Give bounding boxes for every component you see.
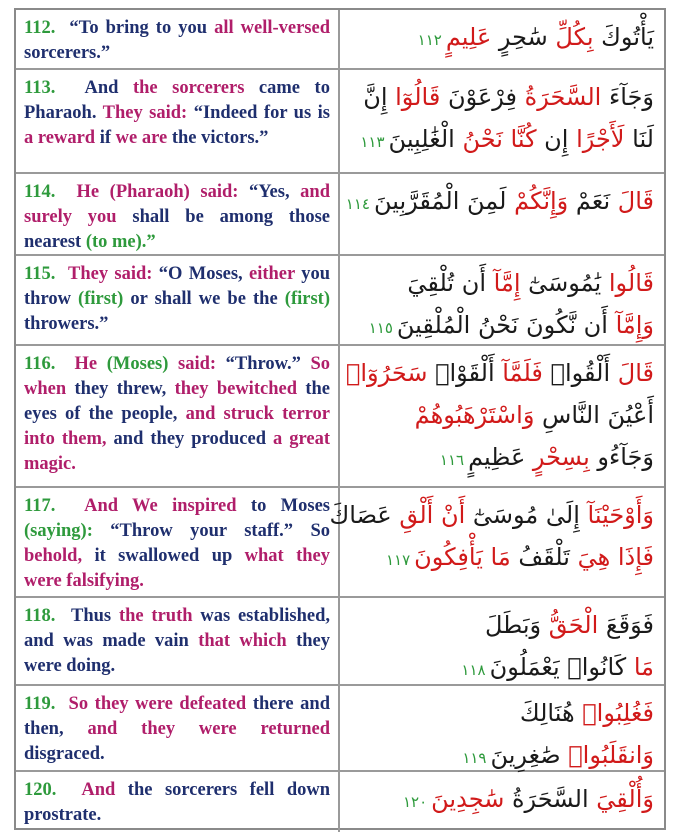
arabic-segment: تَلْقَفُ xyxy=(510,543,578,571)
arabic-segment: يَأْتُوكَ xyxy=(593,23,654,51)
translation-segment: and they produced xyxy=(106,429,273,449)
arabic-line xyxy=(345,180,654,225)
verse-number: 116. xyxy=(24,354,56,374)
translation-segment: what they were falsifying. xyxy=(24,546,330,591)
verse-row xyxy=(16,598,664,686)
translation-segment: it swallowed up xyxy=(82,546,245,566)
arabic-line xyxy=(329,494,654,536)
arabic-segment: أَن تُلْقِيَ xyxy=(407,269,494,297)
translation-segment: all well-versed xyxy=(214,18,331,38)
arabic-segment: الْحَقُّ xyxy=(548,611,599,639)
verse-end-marker: ١٢٠ xyxy=(402,793,428,811)
arabic-segment: فَغُلِبُوا۟ xyxy=(582,699,654,727)
arabic-segment: نَعَمْ xyxy=(568,187,618,215)
arabic-segment: سَٰحِرٍ xyxy=(491,23,556,51)
arabic-line xyxy=(352,304,654,349)
english-translation xyxy=(16,346,340,486)
arabic-segment: كُنَّا نَحْنُ xyxy=(462,125,537,153)
arabic-segment: بِسِحْرٍ xyxy=(532,443,590,471)
verse-row xyxy=(16,772,664,832)
translation-segment: throwers.” xyxy=(24,314,109,334)
translation-segment: So they were defeated xyxy=(68,694,247,714)
arabic-segment: وَبَطَلَ xyxy=(484,611,549,639)
arabic-segment: إِن xyxy=(536,125,577,153)
translation-segment: a great magic. xyxy=(24,429,330,474)
arabic-segment: لَأَجْرًا xyxy=(576,125,625,153)
verse-end-marker: ١١٣ xyxy=(360,133,385,151)
arabic-segment: هُنَالِكَ xyxy=(519,699,583,727)
arabic-segment: عَصَاكَ xyxy=(329,501,400,529)
translation-segment: they were doing. xyxy=(24,631,330,676)
arabic-segment: يَٰمُوسَىٰٓ xyxy=(520,269,609,297)
arabic-verse xyxy=(342,598,664,684)
translation-segment: or shall we be the xyxy=(123,289,285,309)
arabic-segment: صَٰغِرِينَ xyxy=(490,741,569,769)
verse-end-marker: ١١٢ xyxy=(417,31,442,49)
arabic-segment: لَنَا xyxy=(624,125,654,153)
arabic-line xyxy=(352,778,654,823)
translation-segment: to Moses xyxy=(236,496,331,516)
translation-segment: either xyxy=(249,264,295,284)
translation-segment: And xyxy=(84,78,133,98)
translation-segment: So when xyxy=(24,354,330,399)
translation-segment: said: xyxy=(168,354,217,374)
translation-segment: the sorcerers xyxy=(132,78,245,98)
verse-end-marker: ١١٧ xyxy=(385,551,411,569)
arabic-line xyxy=(352,262,654,304)
arabic-segment: فَإِذَا هِيَ xyxy=(577,543,654,571)
english-translation xyxy=(16,488,340,596)
arabic-segment: أَلْقَوْا۟ xyxy=(427,359,503,387)
translation-segment: a reward xyxy=(24,128,96,148)
verse-number: 120. xyxy=(24,780,57,800)
arabic-verse xyxy=(342,70,664,172)
verse-number: 114. xyxy=(24,182,56,202)
verse-end-marker: ١١٥ xyxy=(368,319,393,337)
arabic-verse xyxy=(342,772,664,832)
arabic-line xyxy=(352,692,654,734)
arabic-line xyxy=(352,76,654,118)
arabic-segment: إِمَّآ xyxy=(493,269,521,297)
arabic-segment: مَا يَأْفِكُونَ xyxy=(414,543,511,571)
arabic-segment: أَن نَّكُونَ نَحْنُ الْمُلْقِينَ xyxy=(396,311,616,339)
translation-segment: “To bring to you xyxy=(69,18,215,38)
verse-row xyxy=(16,10,664,70)
arabic-segment: فِرْعَوْنَ xyxy=(440,83,525,111)
translation-segment: the eyes of the people, xyxy=(24,379,330,424)
arabic-segment: سَٰجِدِينَ xyxy=(431,785,505,813)
translation-segment: shall be among those nearest xyxy=(24,207,330,252)
translation-segment: you throw xyxy=(24,264,330,309)
arabic-segment: فَوَقَعَ xyxy=(598,611,654,639)
verse-number: 118. xyxy=(24,606,56,626)
translation-segment: And We inspired xyxy=(84,496,237,516)
english-translation xyxy=(16,686,340,770)
arabic-segment: وَانقَلَبُوا۟ xyxy=(568,741,654,769)
translation-segment: “Indeed for us is xyxy=(187,103,330,123)
arabic-segment: إِلَىٰ مُوسَىٰٓ xyxy=(465,501,588,529)
translation-segment: (Moses) xyxy=(106,354,169,374)
arabic-segment: قَالَ xyxy=(617,187,654,215)
arabic-line xyxy=(352,118,654,163)
arabic-segment: سَحَرُوٓا۟ xyxy=(345,359,428,387)
english-translation xyxy=(16,772,340,832)
arabic-segment: بِكُلِّ xyxy=(555,23,594,51)
arabic-segment: وَجَآءَ xyxy=(601,83,654,111)
arabic-segment: فَلَمَّآ xyxy=(502,359,543,387)
verse-row xyxy=(16,488,664,598)
english-translation xyxy=(16,598,340,684)
arabic-segment: مَا xyxy=(633,653,654,681)
arabic-segment: الْغَٰلِبِينَ xyxy=(388,125,463,153)
verse-number: 112. xyxy=(24,18,56,38)
arabic-line xyxy=(352,646,654,691)
arabic-segment: أَلْقُوا۟ xyxy=(542,359,618,387)
translation-segment: that which xyxy=(198,631,287,651)
arabic-segment: عَظِيمٍ xyxy=(468,443,533,471)
translation-segment: if xyxy=(95,128,116,148)
arabic-line xyxy=(352,16,654,61)
translation-segment: (first) xyxy=(284,289,330,309)
translation-segment: And xyxy=(81,780,116,800)
verse-end-marker: ١١٩ xyxy=(462,749,487,767)
translation-segment: “O Moses, xyxy=(152,264,249,284)
verse-number: 117. xyxy=(24,496,56,516)
arabic-line xyxy=(352,604,654,646)
arabic-verse xyxy=(342,174,664,254)
translation-segment: and they were returned xyxy=(87,719,331,739)
translation-segment: They said: xyxy=(102,103,188,123)
arabic-segment: وَإِنَّكُمْ xyxy=(514,187,569,215)
arabic-line xyxy=(345,352,654,394)
translation-segment: (first) xyxy=(78,289,124,309)
translation-segment: came to Pharaoh. xyxy=(24,78,330,123)
verse-table xyxy=(14,8,666,830)
arabic-segment: وَأُلْقِيَ xyxy=(596,785,654,813)
translation-segment: they threw, xyxy=(66,379,175,399)
verse-row xyxy=(16,686,664,772)
verse-end-marker: ١١٨ xyxy=(461,661,486,679)
verse-number: 113. xyxy=(24,78,56,98)
arabic-verse xyxy=(342,686,664,770)
translation-segment: was established, and was made vain xyxy=(24,606,330,651)
translation-segment: (saying): xyxy=(24,521,93,541)
arabic-line xyxy=(352,394,654,436)
verse-number: 115. xyxy=(24,264,56,284)
translation-segment: He xyxy=(74,354,107,374)
arabic-segment: وَإِمَّآ xyxy=(615,311,654,339)
arabic-segment: قَالُوا xyxy=(608,269,654,297)
translation-segment: behold, xyxy=(24,546,83,566)
translation-segment: “Yes, xyxy=(238,182,301,202)
english-translation xyxy=(16,174,340,254)
arabic-segment: قَالَ xyxy=(617,359,654,387)
translation-segment: the victors.” xyxy=(167,128,269,148)
verse-number: 119. xyxy=(24,694,56,714)
translation-segment: They said: xyxy=(68,264,153,284)
arabic-verse xyxy=(329,488,664,596)
arabic-segment: وَجَآءُو xyxy=(589,443,654,471)
translation-segment: we are xyxy=(115,128,168,148)
arabic-segment: وَأَوْحَيْنَآ xyxy=(587,501,654,529)
arabic-verse xyxy=(342,10,664,68)
arabic-verse xyxy=(342,256,664,344)
translation-segment: sorcerers.” xyxy=(24,43,111,63)
arabic-segment: إِنَّ xyxy=(363,83,396,111)
verse-row xyxy=(16,256,664,346)
arabic-segment: السَّحَرَةُ xyxy=(504,785,597,813)
translation-segment: there and then, xyxy=(24,694,330,739)
translation-segment: the sorcerers fell down prostrate. xyxy=(24,780,331,825)
translation-segment: they bewitched xyxy=(174,379,297,399)
verse-row xyxy=(16,346,664,488)
translation-segment: “Throw your staff.” So xyxy=(92,521,330,541)
translation-segment: He (Pharaoh) said: xyxy=(76,182,239,202)
translation-segment: Thus xyxy=(71,606,119,626)
arabic-segment: عَلِيمٍ xyxy=(445,23,492,51)
arabic-line xyxy=(352,536,654,581)
translation-segment: (to me).” xyxy=(85,232,156,252)
arabic-line xyxy=(352,436,654,481)
verse-end-marker: ١١٦ xyxy=(439,451,465,469)
arabic-segment: كَانُوا۟ يَعْمَلُونَ xyxy=(489,653,634,681)
translation-segment: and struck terror into them, xyxy=(24,404,330,449)
translation-segment: “Throw.” xyxy=(216,354,311,374)
verse-end-marker: ١١٤ xyxy=(345,195,370,213)
english-translation xyxy=(16,70,340,172)
arabic-segment: وَاسْتَرْهَبُوهُمْ xyxy=(414,401,535,429)
arabic-segment: أَنْ أَلْقِ xyxy=(399,501,466,529)
arabic-verse xyxy=(342,346,664,486)
arabic-segment: أَعْيُنَ النَّاسِ xyxy=(534,401,654,429)
verse-row xyxy=(16,174,664,256)
english-translation xyxy=(16,256,340,344)
english-translation xyxy=(16,10,340,68)
translation-segment: and surely you xyxy=(24,182,330,227)
verse-row xyxy=(16,70,664,174)
arabic-segment: لَمِنَ الْمُقَرَّبِينَ xyxy=(373,187,515,215)
arabic-segment: السَّحَرَةُ xyxy=(524,83,602,111)
arabic-segment: قَالُوٓا xyxy=(395,83,441,111)
translation-segment: the truth xyxy=(118,606,193,626)
translation-segment: disgraced. xyxy=(24,744,105,764)
